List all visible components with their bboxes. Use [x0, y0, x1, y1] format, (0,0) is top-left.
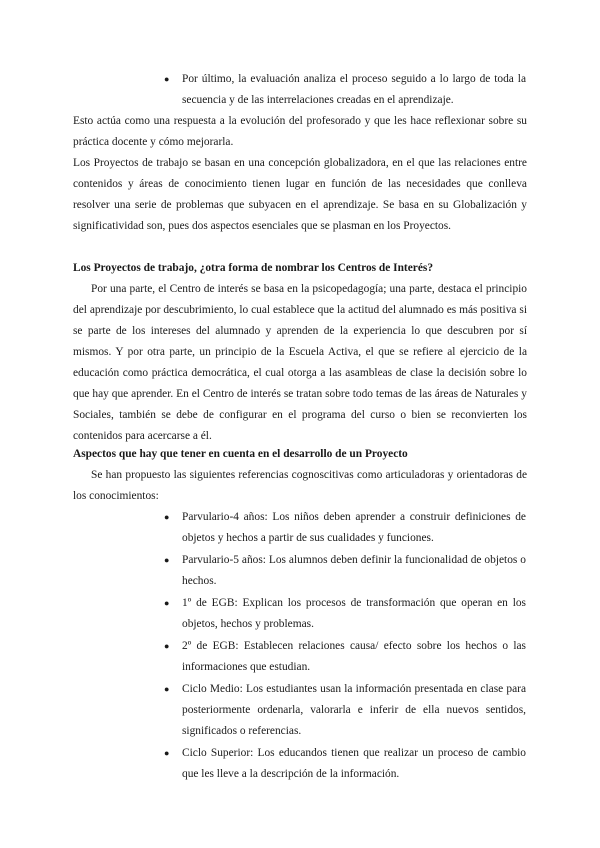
- bullet-icon: ●: [164, 598, 170, 608]
- list-item: [164, 679, 526, 742]
- list-item: [164, 593, 526, 635]
- list-item: [164, 743, 526, 785]
- bullet-icon: ●: [164, 74, 170, 84]
- list-item-text: Parvulario-4 años: Los niños deben aprender a construir definiciones de objetos y hechos a partir de sus cualidades y funciones.: [182, 511, 526, 544]
- list-item-text: Ciclo Superior: Los educandos tienen que realizar un proceso de cambio que les lleve a la descripción de la información.: [182, 747, 526, 780]
- section-heading-centros-interes: Los Proyectos de trabajo, ¿otra forma de nombrar los Centros de Interés?: [73, 262, 434, 274]
- aspectos-intro-paragraph: Se han propuesto las siguientes referencias cognoscitivas como articuladoras y orientadoras de los conocimientos:: [73, 469, 527, 502]
- centros-interes-paragraph: Por una parte, el Centro de interés se basa en la psicopedagogía; una parte, destaca el principio del aprendizaje por descubrimiento, lo cual establece que la actitud del alumnado es más positiva si se parte de los intereses del alumnado y aprenden de la experiencia lo que descubren por sí mismos. Y por otra parte, un principio de la Escuela Activa, el que se refiere al ejercicio de la educación como práctica democrática, el cual otorga a las asambleas de clase la decisión sobre lo que hay que aprender. En el Centro de interés se tratan sobre todo temas de las áreas de Naturales y Sociales, también se debe de configurar en el programa del curso o bien se reconvierten los contenidos para acercarse a él.: [73, 283, 527, 442]
- intro-bullet-list: [164, 69, 526, 111]
- list-item-text: Ciclo Medio: Los estudiantes usan la información presentada en clase para posteriormente ordenarla, valorarla e inferir de ella nuevos sentidos, significados o referencias.: [182, 683, 526, 737]
- list-item: [164, 636, 526, 678]
- cognitive-levels-list: [164, 507, 526, 786]
- bullet-icon: ●: [164, 748, 170, 758]
- list-item: [164, 550, 526, 592]
- list-item-text: 1º de EGB: Explican los procesos de transformación que operan en los objetos, hechos y problemas.: [182, 597, 526, 630]
- bullet-icon: ●: [164, 555, 170, 565]
- bullet-icon: ●: [164, 512, 170, 522]
- list-item-text: Por último, la evaluación analiza el proceso seguido a lo largo de toda la secuencia y de las interrelaciones creadas en el aprendizaje.: [182, 73, 526, 106]
- list-item: [164, 507, 526, 549]
- section-heading-aspectos: Aspectos que hay que tener en cuenta en el desarrollo de un Proyecto: [73, 448, 408, 460]
- projects-paragraph: Los Proyectos de trabajo se basan en una concepción globalizadora, en el que las relaciones entre contenidos y áreas de conocimiento tienen lugar en función de las necesidades que conlleva resolver una serie de problemas que subyacen en el aprendizaje. Se basa en su Globalización y significatividad son, pues dos aspectos esenciales que se plasman en los Proyectos.: [73, 157, 527, 232]
- bullet-icon: ●: [164, 684, 170, 694]
- list-item: [164, 69, 526, 111]
- reflection-paragraph: Esto actúa como una respuesta a la evolución del profesorado y que les hace reflexionar sobre su práctica docente y cómo mejorarla.: [73, 115, 527, 148]
- list-item-text: Parvulario-5 años: Los alumnos deben definir la funcionalidad de objetos o hechos.: [182, 554, 526, 587]
- list-item-text: 2º de EGB: Establecen relaciones causa/ efecto sobre los hechos o las informaciones que estudian.: [182, 640, 526, 673]
- bullet-icon: ●: [164, 641, 170, 651]
